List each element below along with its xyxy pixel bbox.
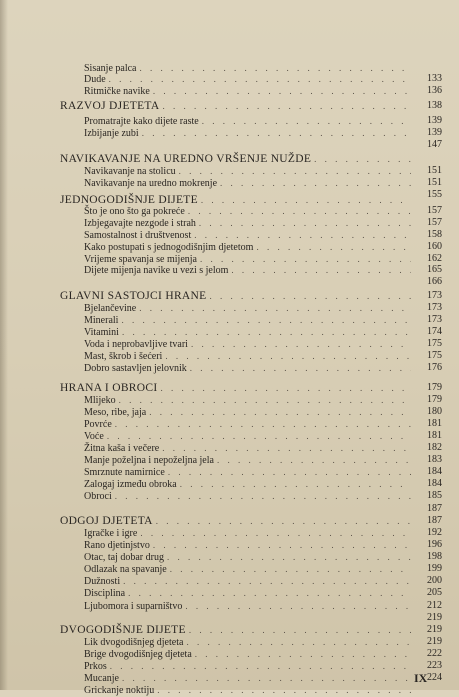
toc-entry-row <box>84 362 414 375</box>
toc-section <box>0 100 459 113</box>
dot-leader <box>153 539 411 551</box>
toc-entry-row <box>84 684 414 697</box>
toc-page-number: 181 <box>427 430 442 441</box>
toc-page-number: 179 <box>427 382 442 393</box>
toc-entry-label: Dužnosti <box>84 576 121 587</box>
toc-entry-label: Kako postupati s jednogodišnjim djetetom <box>84 242 254 253</box>
dot-leader <box>194 229 411 241</box>
toc-entry-label: Smrznute namirnice <box>84 467 165 478</box>
dot-leader <box>167 551 411 563</box>
toc-entry-label: Otac, taj dobar drug <box>84 552 164 563</box>
toc-page-number: 175 <box>427 350 442 361</box>
toc-section-title: HRANA I OBROCI <box>60 382 158 394</box>
toc-page-number: 180 <box>427 406 442 417</box>
toc-page-number: 139 <box>427 127 442 138</box>
toc-section-row <box>60 290 414 302</box>
toc-page-number: 219 <box>427 636 442 647</box>
toc-page-number: 200 <box>427 575 442 586</box>
toc-entry-label: Meso, ribe, jaja <box>84 407 147 418</box>
toc-page-number: 205 <box>427 587 442 598</box>
toc-entry-row <box>84 490 414 503</box>
toc-page-number: 157 <box>427 205 442 216</box>
toc-page-number-row <box>0 276 459 289</box>
toc-section-title: RAZVOJ DJETETA <box>60 100 160 112</box>
toc-entry-label: Minerali <box>84 315 119 326</box>
toc-page-number: 139 <box>427 115 442 126</box>
toc-page-number: 199 <box>427 563 442 574</box>
toc-section-row <box>60 382 414 394</box>
toc-page-number: 158 <box>427 229 442 240</box>
dot-leader <box>123 575 411 587</box>
toc-page-number: 198 <box>427 551 442 562</box>
dot-leader <box>188 205 411 217</box>
dot-leader <box>119 394 411 406</box>
toc-page-number: 155 <box>427 189 442 200</box>
toc-entry-label: Manje poželjna i nepoželjna jela <box>84 455 214 466</box>
dot-leader <box>107 430 411 442</box>
toc-section-row <box>60 624 414 636</box>
toc-page-number: 223 <box>427 660 442 671</box>
toc-entry-label: Povrće <box>84 419 112 430</box>
dot-leader <box>231 264 411 276</box>
dot-leader <box>220 177 411 189</box>
toc-entry-label: Bjelančevine <box>84 303 137 314</box>
dot-leader <box>189 624 411 636</box>
toc-page-number: 138 <box>427 100 442 111</box>
dot-leader <box>161 382 412 394</box>
toc-entry-label: Dobro sastavljen jelovnik <box>84 363 187 374</box>
toc-page-number: 173 <box>427 314 442 325</box>
toc-entry-label: Grickanje noktiju <box>84 685 155 696</box>
toc-page-number: 151 <box>427 177 442 188</box>
toc-entry-label: Mucanje <box>84 673 119 684</box>
dot-leader <box>140 527 411 539</box>
toc-entry-label: Prkos <box>84 661 107 672</box>
dot-leader <box>153 85 411 97</box>
toc-page-number: 187 <box>427 515 442 526</box>
toc-page-number: 184 <box>427 466 442 477</box>
dot-leader <box>199 217 411 229</box>
toc-entry-label: Brige dvogodišnjeg djeteta <box>84 649 192 660</box>
toc-page-number: 179 <box>427 394 442 405</box>
toc-page-number: 136 <box>427 85 442 96</box>
toc-page-number: 174 <box>427 326 442 337</box>
toc-page-number: 219 <box>427 612 442 623</box>
toc-page-number: 162 <box>427 253 442 264</box>
dot-leader <box>186 636 411 648</box>
dot-leader <box>185 600 411 612</box>
dot-leader <box>202 115 411 127</box>
toc-entry-label: Samostalnost i društvenost <box>84 230 192 241</box>
toc-entry-row <box>84 587 414 600</box>
dot-leader <box>156 515 411 527</box>
toc-entry-label: Vitamini <box>84 327 119 338</box>
toc-page-number: 165 <box>427 264 442 275</box>
toc-section-row <box>60 153 414 165</box>
dot-leader <box>217 454 411 466</box>
toc-entry-label: Zalogaj između obroka <box>84 479 177 490</box>
toc-entry-label: Izbijanje zubi <box>84 128 139 139</box>
toc-entry-label: Dijete mijenja navike u vezi s jelom <box>84 265 229 276</box>
dot-leader <box>149 406 411 418</box>
dot-leader <box>168 466 411 478</box>
toc-section-title: GLAVNI SASTOJCI HRANE <box>60 290 207 302</box>
toc-page-number: 212 <box>427 600 442 611</box>
dot-leader <box>122 672 411 684</box>
dot-leader <box>165 350 411 362</box>
dot-leader <box>191 338 411 350</box>
toc-entry-label: Mast, škrob i šećeri <box>84 351 163 362</box>
toc-entry-label: Žitna kaša i večere <box>84 443 160 454</box>
toc-section-row <box>60 100 414 112</box>
toc-page-number: 187 <box>427 503 442 514</box>
toc-page-number: 173 <box>427 290 442 301</box>
dot-leader <box>170 563 411 575</box>
toc-page-number: 219 <box>427 624 442 635</box>
dot-leader <box>128 587 411 599</box>
dot-leader <box>157 684 411 696</box>
toc-page-number: 160 <box>427 241 442 252</box>
toc-entry-label: Odlazak na spavanje <box>84 564 167 575</box>
dot-leader <box>256 241 411 253</box>
toc-entry-label: Obroci <box>84 491 112 502</box>
dot-leader <box>142 127 411 139</box>
dot-leader <box>115 418 411 430</box>
toc-page-number: 183 <box>427 454 442 465</box>
dot-leader <box>179 165 411 177</box>
toc-entry-label: Navikavanje na uredno mokrenje <box>84 178 218 189</box>
toc-page-number: 184 <box>427 478 442 489</box>
toc-section-title: NAVIKAVANJE NA UREDNO VRŠENJE NUŽDE <box>60 153 312 165</box>
dot-leader <box>180 478 411 490</box>
toc-page-number: 176 <box>427 362 442 373</box>
toc-page-number: 151 <box>427 165 442 176</box>
dot-leader <box>115 490 411 502</box>
dot-leader <box>110 660 411 672</box>
toc-page-number: 175 <box>427 338 442 349</box>
toc-entry <box>0 490 459 503</box>
dot-leader <box>139 302 411 314</box>
toc-page-number: 192 <box>427 527 442 538</box>
toc-entry-label: Disciplina <box>84 588 126 599</box>
toc-page-number-row <box>0 139 459 152</box>
toc-entry-label: Lik dvogodišnjeg djeteta <box>84 637 184 648</box>
toc-entry-label: Ritmičke navike <box>84 86 150 97</box>
dot-leader <box>209 290 411 302</box>
toc-page-number: 147 <box>427 139 442 150</box>
toc-entry-label: Što je ono što ga pokreće <box>84 206 185 217</box>
toc-entry-label: Navikavanje na stolicu <box>84 166 176 177</box>
toc-entry <box>0 85 459 98</box>
toc-entry-label: Voće <box>84 431 104 442</box>
dot-leader <box>162 442 411 454</box>
toc-page-number: 185 <box>427 490 442 501</box>
toc-entry <box>0 587 459 600</box>
toc-entry-row <box>84 85 414 98</box>
toc-page-number: 181 <box>427 418 442 429</box>
toc-entry-label: Promatrajte kako dijete raste <box>84 116 199 127</box>
toc-page-number: 157 <box>427 217 442 228</box>
page-folio: IX <box>414 671 428 685</box>
toc-entry-label: Voda i neprobavljive tvari <box>84 339 188 350</box>
toc-entry-label: Izbjegavajte nezgode i strah <box>84 218 196 229</box>
toc-page-number: 173 <box>427 302 442 313</box>
toc-entry-label: Igračke i igre <box>84 528 138 539</box>
toc-entry-label: Rano djetinjstvo <box>84 540 150 551</box>
toc-page-number: 133 <box>427 73 442 84</box>
toc-entry-label: Sisanje palca <box>84 63 137 74</box>
dot-leader <box>109 73 411 85</box>
toc-page-number: 182 <box>427 442 442 453</box>
toc-entry-label: Ljubomora i suparništvo <box>84 601 183 612</box>
toc-section-title: DVOGODIŠNJE DIJETE <box>60 624 186 636</box>
dot-leader <box>162 100 411 112</box>
dot-leader <box>121 314 411 326</box>
toc-entry-label: Vrijeme spavanja se mijenja <box>84 254 197 265</box>
toc-entry-label: Mlijeko <box>84 395 116 406</box>
toc-page-number: 196 <box>427 539 442 550</box>
toc-page-number: 224 <box>427 672 442 683</box>
toc-page-number: 166 <box>427 276 442 287</box>
toc-page-number: 222 <box>427 648 442 659</box>
dot-leader <box>190 362 411 374</box>
toc-section-title: ODGOJ DJETETA <box>60 515 153 527</box>
toc-entry <box>0 362 459 375</box>
toc-entry-label: Dude <box>84 74 106 85</box>
toc-entry <box>0 684 459 697</box>
toc-section-title: JEDNOGODIŠNJE DIJETE <box>60 194 198 206</box>
dot-leader <box>195 648 411 660</box>
dot-leader <box>314 153 411 165</box>
toc-section-row <box>60 515 414 527</box>
dot-leader <box>122 326 411 338</box>
